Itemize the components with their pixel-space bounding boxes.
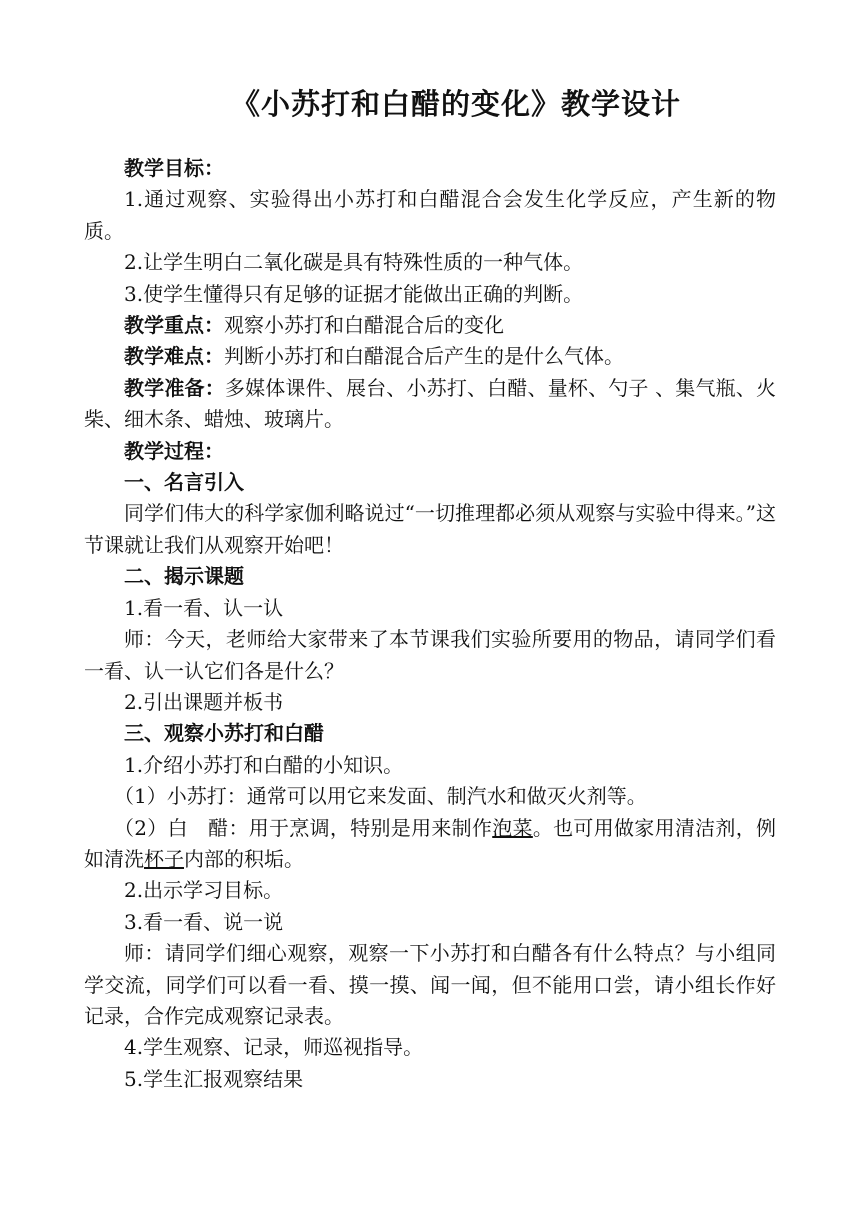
process-heading-label: 教学过程：	[124, 438, 224, 463]
goal-item-2: 2.让学生明白二氧化碳是具有特殊性质的一种气体。	[124, 250, 584, 275]
key-point-text: 观察小苏打和白醋混合后的变化	[224, 313, 504, 338]
preparation-line	[84, 373, 776, 436]
section-3-sub-2-part-b: 。也可用做家用清洁剂，例如清洗	[84, 815, 777, 871]
section-3-item-4: 4.学生观察、记录，师巡视指导。	[124, 1035, 424, 1060]
difficulty-line	[84, 341, 776, 372]
key-point-label: 教学重点：	[124, 313, 224, 338]
section-3-item-3-text: 师：请同学们细心观察，观察一下小苏打和白醋各有什么特点？与小组同学交流，同学们可以看一看、摸一摸、闻一闻，但不能用口尝，请小组长作好记录，合作完成观察记录表。	[84, 941, 776, 1028]
goals-heading	[84, 153, 776, 184]
underlined-term-cup: 杯子	[144, 846, 184, 871]
section-3-heading-label: 三、观察小苏打和白醋	[124, 721, 324, 746]
section-3-sub-2-part-a: （2）白 醋：用于烹调，特别是用来制作	[114, 815, 493, 840]
section-3-heading	[84, 718, 776, 749]
document-body	[84, 153, 776, 1095]
difficulty-label: 教学难点：	[124, 344, 224, 369]
section-1-heading	[84, 467, 776, 498]
key-point-line	[84, 310, 776, 341]
section-1-heading-label: 一、名言引入	[124, 470, 244, 495]
section-2-item-2: 2.引出课题并板书	[124, 689, 284, 714]
goal-item-1: 1.通过观察、实验得出小苏打和白醋混合会发生化学反应，产生新的物质。	[84, 187, 776, 243]
section-3-sub-1: （1）小苏打：通常可以用它来发面、制汽水和做灭火剂等。	[114, 784, 647, 809]
section-1-text: 同学们伟大的科学家伽利略说过“一切推理都必须从观察与实验中得来。”这节课就让我们从观察开始吧！	[84, 501, 776, 557]
section-3-item-1: 1.介绍小苏打和白醋的小知识。	[124, 752, 404, 777]
difficulty-text: 判断小苏打和白醋混合后产生的是什么气体。	[224, 344, 624, 369]
section-3-item-5: 5.学生汇报观察结果	[124, 1066, 304, 1091]
goals-heading-label: 教学目标：	[124, 156, 224, 180]
goal-item-3: 3.使学生懂得只有足够的证据才能做出正确的判断。	[124, 281, 584, 306]
section-2-item-1-text: 师：今天，老师给大家带来了本节课我们实验所要用的物品，请同学们看一看、认一认它们各是什么？	[84, 627, 776, 683]
document-title: 《小苏打和白醋的变化》教学设计	[230, 87, 681, 121]
section-3-item-3: 3.看一看、说一说	[124, 909, 284, 934]
preparation-label: 教学准备：	[124, 375, 225, 400]
underlined-term-pickles: 泡菜	[492, 815, 533, 840]
section-2-heading	[84, 561, 776, 592]
section-3-sub-2	[84, 813, 776, 876]
section-2-heading-label: 二、揭示课题	[124, 564, 244, 589]
preparation-text: 多媒体课件、展台、小苏打、白醋、量杯、勺子 、集气瓶、火柴、细木条、蜡烛、玻璃片。	[84, 375, 777, 432]
section-3-sub-2-part-c: 内部的积垢。	[184, 846, 304, 871]
section-2-item-1: 1.看一看、认一认	[124, 595, 284, 620]
process-heading	[84, 436, 776, 467]
section-3-item-2: 2.出示学习目标。	[124, 878, 284, 903]
